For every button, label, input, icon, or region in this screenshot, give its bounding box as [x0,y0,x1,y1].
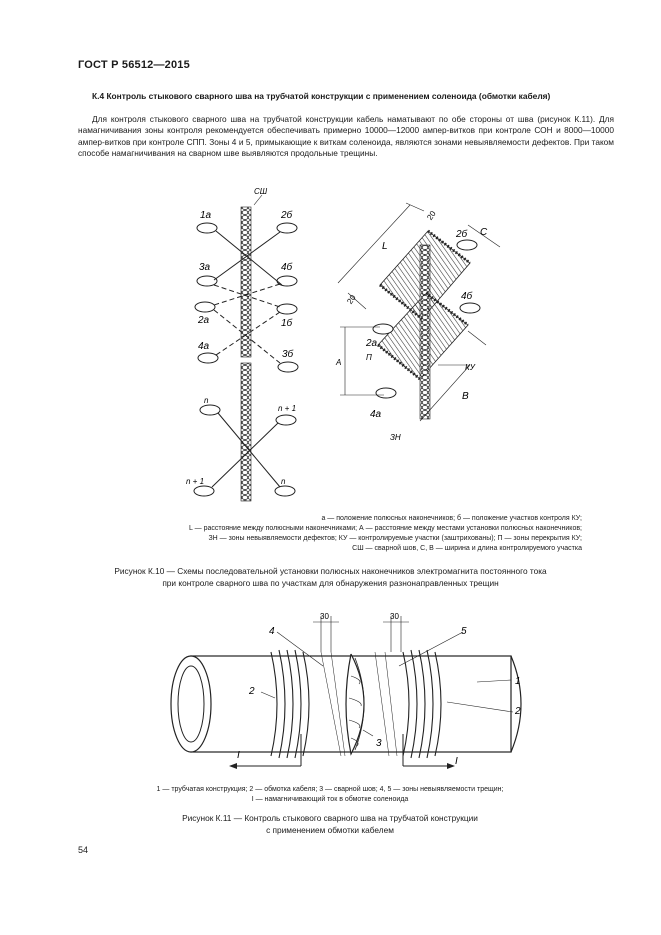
label-1b: 1б [281,318,293,329]
label-2-right: 2 [515,706,521,717]
pole-2b [277,223,297,233]
pole-4a [198,353,218,363]
label-4a-right: 4а [370,409,382,420]
label-2a: 2а [198,315,210,326]
label-ZN: ЗН [390,433,401,442]
caption11-line-1: Рисунок К.11 — Контроль стыкового сварного шва на трубчатой конструкции [182,813,478,823]
label-A: A [336,358,342,367]
figure-k11-diagram [163,606,543,781]
label-3a: 3а [199,262,211,273]
label-30-left: 30 [320,612,329,621]
figure-k11-legend [120,785,540,805]
label-P: П [366,353,372,362]
label-L: L [382,241,388,252]
left-scheme [186,187,298,501]
legend11-line-2: I — намагничивающий ток в обмотке соленоида [251,796,409,803]
figure-k10-legend [100,514,582,554]
pole-2a [195,302,215,312]
label-1a: 1а [200,210,212,221]
figure-k10-caption [60,566,601,589]
label-B: B [462,391,469,402]
section-number: К.4 [92,91,105,101]
label-4b: 4б [281,262,293,273]
label-KU: КУ [465,363,475,372]
label-n-left: n [204,396,209,405]
label-30-right: 30 [390,612,399,621]
label-3: 3 [376,738,382,749]
legend10-line-3: ЗН — зоны невыявляемости дефектов; КУ — контролируемые участки (заштрихованы); П — зоны перекрытия КУ; [208,535,582,542]
label-2b-right: 2б [456,229,468,240]
label-20-top: 20 [425,209,438,222]
pole-n-right [275,486,295,496]
right-pole-4b [460,303,480,313]
weld-seam-left-lower [241,363,251,501]
document-header: ГОСТ Р 56512—2015 [78,59,190,71]
label-C: C [480,227,488,238]
pole-3b [278,362,298,372]
pole-1a [197,223,217,233]
legend11-line-1: 1 — трубчатая конструкция; 2 — обмотка кабеля; 3 — сварной шов; 4, 5 — зоны невыявляемости трещин; [156,786,504,793]
figure-k11-caption [120,813,540,836]
section-heading: Контроль стыкового сварного шва на трубчатой конструкции с применением соленоида (обмотки кабеля) [106,91,551,101]
legend10-line-1: а — положение полюсных наконечников; б — положение участков контроля КУ; [321,515,582,522]
label-2a-right: 2а [366,338,378,349]
right-pole-4a [376,388,396,398]
label-5: 5 [461,626,467,637]
section-title [78,91,613,102]
body-paragraph: Для контроля стыкового сварного шва на трубчатой конструкции кабель наматывают по обе стороны от шва (рисунок К.11). Для намагничивания зоны контроля рекомендуется обеспечивать примерно 10000—12000 ампер-витков при контроле СОН и 8000—10000 ампер-витков при контроле СПП. Зоны 4 и 5, примыкающие к виткам соленоида, являются зонами невыявляемости дефектов. При таком способе намагничивания на сварном шве выявляются продольные трещины. [78,114,614,158]
caption11-line-2: с применением обмотки кабелем [266,824,394,835]
right-scheme [335,203,500,442]
label-n1-right: n + 1 [278,404,297,413]
label-n1-left: n + 1 [186,477,205,486]
figure-k10-diagram [170,185,510,505]
label-seam: СШ [254,187,268,196]
right-pole-2a [373,324,393,334]
legend10-line-4: СШ — сварной шов, С, В — ширина и длина контролируемого участка [352,545,582,552]
pole-n1-left [194,486,214,496]
label-I-right: I [455,756,458,767]
legend10-line-2: L — расстояние между полюсными наконечниками; А — расстояние между местами установки полюсных наконечников; [189,525,582,532]
pole-n-left [200,405,220,415]
label-3b: 3б [282,349,294,360]
page-number: 54 [78,845,89,855]
label-4: 4 [269,626,275,637]
label-2b: 2б [281,210,293,221]
label-I-left: I [237,750,240,761]
caption10-line-2: при контроле сварного шва по участкам для обнаружения разнонаправленных трещин [162,577,499,588]
right-pole-2b [457,240,477,250]
label-1: 1 [515,676,521,687]
caption10-line-1: Рисунок К.10 — Схемы последовательной установки полюсных наконечников электромагнита постоянного тока [114,566,547,576]
label-4a: 4а [198,341,210,352]
pole-n1-right [276,415,296,425]
weld-seam-right [420,245,430,419]
pipe-left-end-inner [178,666,204,742]
label-n-right: n [281,477,286,486]
label-20-left: 20 [345,293,358,306]
label-2-left: 2 [249,686,255,697]
label-4b-right: 4б [461,291,473,302]
pole-3a [197,276,217,286]
